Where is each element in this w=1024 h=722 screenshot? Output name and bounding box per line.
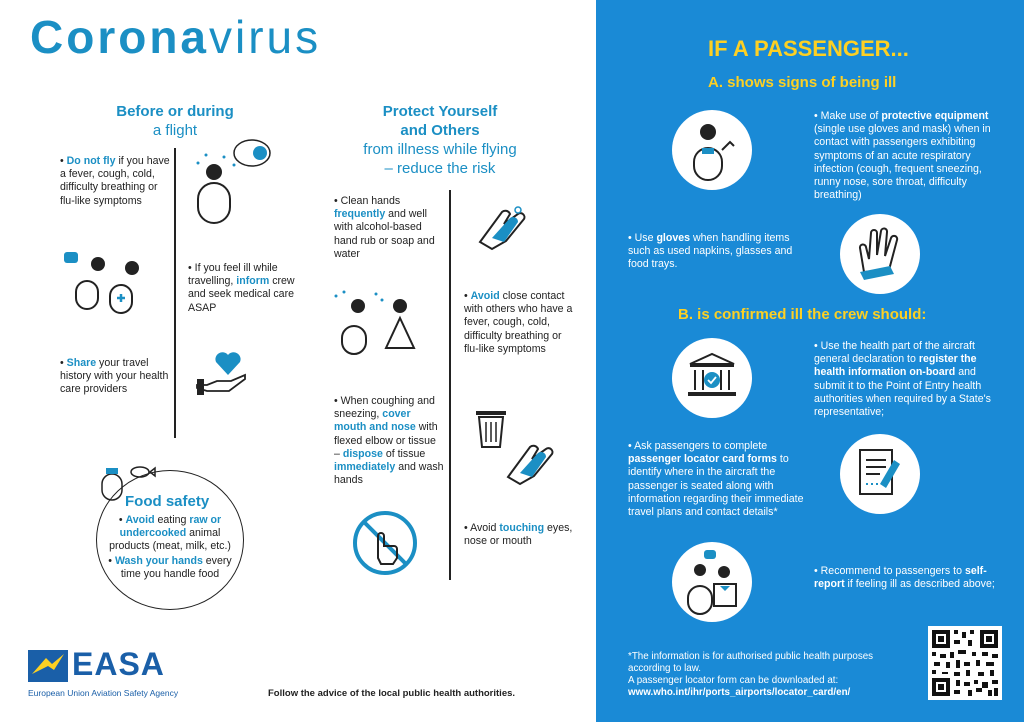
hand-washing-icon-2: [500, 435, 560, 490]
footnote-line1: *The information is for authorised public health purposes according to law.: [628, 651, 874, 674]
footnote-line2: A passenger locator form can be downloaded at:: [628, 675, 839, 686]
tip-clean-hands: • Clean hands frequently and well with alcohol-based hand rub or soap and water: [334, 195, 435, 260]
tip-register-health: • Use the health part of the aircraft general declaration to register the health information on-board and submit it to the Point of Entry health authorities when required by a State's representative;: [814, 340, 991, 419]
heading-line4: – reduce the risk: [384, 160, 496, 177]
form-pen-icon: [856, 446, 906, 502]
crew-mask-icon: [688, 120, 738, 180]
building-check-icon: [686, 350, 738, 402]
advice-text: Follow the advice of the local public health authorities.: [268, 688, 516, 699]
food-safety-heading: Food safety: [125, 493, 210, 510]
page-title: [30, 10, 321, 64]
tip-avoid-touching: • Avoid touching eyes, nose or mouth: [464, 522, 573, 548]
tip-pre: When coughing and sneezing,: [334, 395, 435, 421]
tip-text: eyes, nose or mouth: [464, 522, 573, 548]
divider-middle: [449, 190, 451, 580]
tip-text2: animal products (meat, milk, etc.): [109, 527, 231, 553]
tip-hl: inform: [236, 275, 270, 288]
protect-heading: [345, 102, 535, 178]
tip-hl: passenger locator card forms: [628, 453, 777, 466]
tip-hl2: raw or undercooked: [119, 514, 222, 540]
tip-hl: Avoid: [470, 290, 500, 302]
food-avoid-raw: • Avoid eating raw or undercooked animal products (meat, milk, etc.): [109, 514, 231, 553]
hand-washing-icon: [472, 200, 532, 255]
patient-doctor-icon: [62, 248, 157, 318]
section-a-heading: A. shows signs of being ill: [708, 74, 897, 91]
agency-name: European Union Aviation Safety Agency: [28, 688, 179, 698]
tip-text: with flexed elbow or tissue –: [334, 421, 438, 460]
tip-text3: and wash hands: [334, 461, 444, 487]
tip-hl: Share: [66, 357, 97, 369]
tip-text: if feeling ill as described above;: [844, 578, 995, 591]
tip-text: every time you handle food: [120, 555, 232, 581]
self-report-icon: [682, 548, 744, 614]
section-b-heading: B. is confirmed ill the crew should:: [678, 306, 927, 323]
tip-text: if you have a fever, cough, cold, difficulty breathing or flu-like symptoms: [60, 155, 170, 207]
tip-hl3: immediately: [334, 461, 396, 474]
tip-cover-cough: • When coughing and sneezing, cover mouth and nose with flexed elbow or tissue – dispose of tissue immediately and wash hands: [334, 395, 444, 487]
heading-line2: and Others: [400, 122, 480, 139]
tip-inform-crew: • If you feel ill while travelling, inform crew and seek medical care ASAP: [188, 262, 295, 314]
tip-hl: register the health information on-board: [814, 353, 977, 379]
tip-hl: cover mouth and nose: [334, 408, 416, 434]
passenger-panel: [596, 0, 1024, 722]
tip-pre: Recommend to passengers to: [820, 565, 965, 577]
tip-hl: Wash your hands: [114, 555, 203, 567]
tip-text: close contact with others who have a fever, cough, cold, difficulty breathing or flu-like symptoms: [464, 290, 573, 355]
heading-line3: from illness while flying: [363, 141, 517, 158]
tip-pre: Make use of: [820, 110, 882, 122]
tip-pre: Ask passengers to complete: [634, 440, 768, 452]
tip-protective-equipment: • Make use of protective equipment (single use gloves and mask) when in contact with passengers exhibiting symptoms of an acute respiratory infection (cough, frequent sneezing, runny nose, sore throat, difficulty breathing): [814, 110, 991, 202]
tip-share-history: • Share your travel history with your health care providers: [60, 357, 169, 396]
tip-text: (single use gloves and mask) when in contact with passengers exhibiting symptoms of an acute respiratory infection (cough, frequent sneezing, runny nose, sore throat, difficulty breathing): [814, 123, 991, 202]
heading-line1: Protect Yourself: [382, 103, 498, 120]
tip-text: your travel history with your health care providers: [60, 357, 169, 396]
tip-hl: gloves: [656, 232, 691, 244]
tip-pre: If you feel ill while travelling,: [188, 262, 278, 288]
tip-text2: of tissue: [382, 447, 426, 460]
heading-line1: Before or during: [116, 103, 234, 120]
tip-pre: Clean hands: [340, 195, 401, 207]
tip-avoid-contact: • Avoid close contact with others who have a fever, cough, cold, difficulty breathing or flu-like symptoms: [464, 290, 573, 355]
tip-text: to identify where in the aircraft the passenger is seated along with information regarding their immediate travel plans and contact details*: [628, 453, 804, 519]
sick-traveller-icon: [190, 135, 280, 230]
easa-logo-mark: [28, 650, 68, 682]
tip-self-report: • Recommend to passengers to self-report if feeling ill as described above;: [814, 565, 995, 591]
tip-locator-forms: • Ask passengers to complete passenger locator card forms to identify where in the aircraft the passenger is seated along with information regarding their immediate travel plans and contact details*: [628, 440, 804, 519]
glove-icon: [854, 224, 906, 284]
tip-pre: Use the health part of the aircraft general declaration to: [814, 340, 975, 366]
tip-hl: Avoid: [125, 514, 155, 526]
tip-pre: Avoid: [470, 522, 500, 534]
tip-hl2: dispose: [342, 447, 383, 460]
title-light: virus: [209, 11, 322, 63]
heart-hand-icon: [195, 345, 250, 400]
tip-text: crew and seek medical care ASAP: [188, 275, 295, 314]
tip-hl: touching: [499, 522, 545, 534]
tip-text: when handling items such as used napkins, glasses and food trays.: [628, 232, 793, 271]
tip-hl: frequently: [334, 208, 386, 221]
heading-line2: a flight: [152, 122, 198, 139]
tip-text: eating: [154, 514, 190, 526]
tip-text: and submit it to the Point of Entry health authorities when required by a State's representative;: [814, 366, 991, 419]
tip-hl: Do not fly: [66, 155, 116, 167]
food-wash-hands: • Wash your hands every time you handle food: [108, 555, 232, 581]
no-touch-face-icon: [352, 510, 418, 576]
tip-text: and well with alcohol-based hand rub or soap and water: [334, 208, 435, 260]
tip-hl: protective equipment: [881, 110, 989, 122]
title-bold: Corona: [30, 11, 209, 63]
tip-use-gloves: • Use gloves when handling items such as used napkins, glasses and food trays.: [628, 232, 793, 271]
tip-hl: self-report: [814, 565, 987, 591]
locator-url[interactable]: www.who.int/ihr/ports_airports/locator_card/en/: [628, 687, 851, 698]
social-distance-icon: [330, 290, 420, 360]
footnote: [628, 651, 918, 699]
tip-pre: Use: [634, 232, 657, 244]
panel-title: IF A PASSENGER...: [708, 36, 909, 61]
easa-logo-text: EASA: [72, 646, 165, 682]
tip-do-not-fly: • Do not fly if you have a fever, cough, cold, difficulty breathing or flu-like symptoms: [60, 155, 170, 207]
qr-code[interactable]: [928, 626, 1002, 700]
